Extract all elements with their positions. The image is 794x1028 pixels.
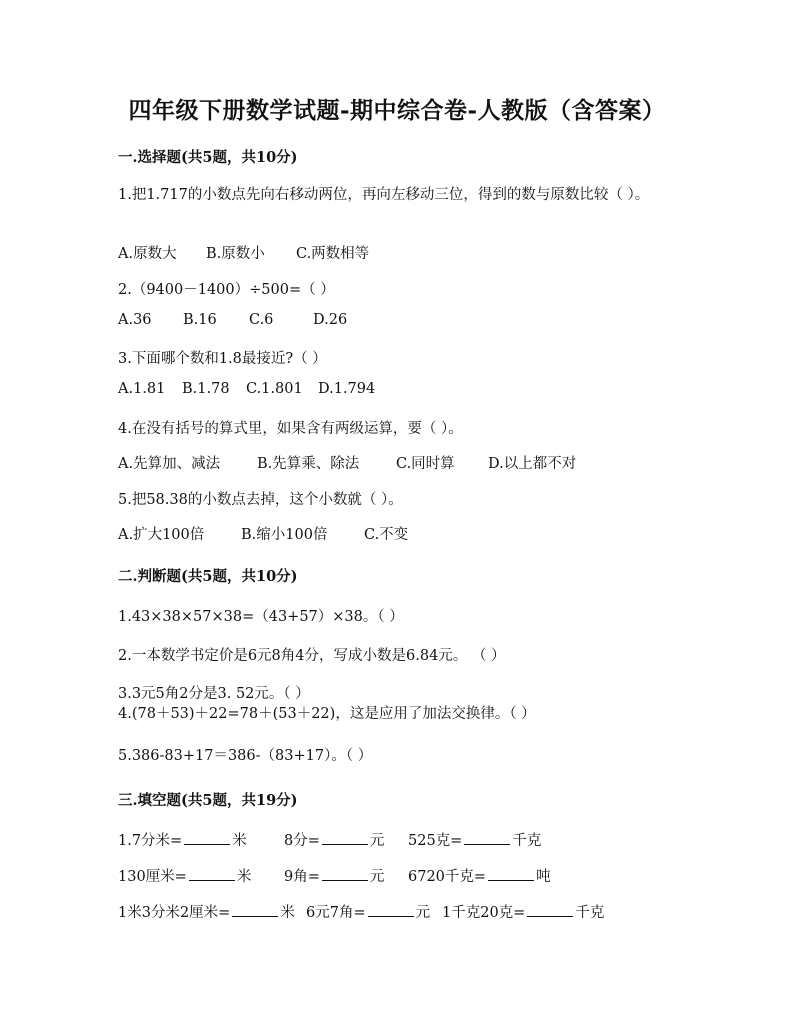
fill-prefix: 6720千克= xyxy=(408,869,487,885)
answer-blank[interactable] xyxy=(488,866,534,881)
choice-question-1 xyxy=(118,184,658,206)
option-d: D.26 xyxy=(313,312,348,328)
option-b: B.16 xyxy=(183,312,217,328)
fill-item xyxy=(442,901,604,922)
fill-item xyxy=(408,829,541,850)
option-a: A.扩大100倍 xyxy=(118,527,205,543)
fill-row-1 xyxy=(118,829,541,850)
option-a: A.先算加、减法 xyxy=(118,456,221,472)
fill-item xyxy=(118,901,306,922)
answer-blank[interactable] xyxy=(322,830,368,845)
option-a: A.1.81 xyxy=(118,381,166,397)
fill-suffix: 元 xyxy=(369,833,385,849)
option-d: D.1.794 xyxy=(318,381,376,397)
choice-options-1 xyxy=(118,242,369,263)
judge-question-5: 5.386-83+17＝386-（83+17）。（ ） xyxy=(118,748,373,764)
section-heading-judge: 二.判断题(共5题，共10分) xyxy=(118,568,298,585)
fill-prefix: 1.7分米= xyxy=(118,833,183,849)
option-c: C.不变 xyxy=(364,527,409,543)
answer-blank[interactable] xyxy=(464,830,510,845)
fill-prefix: 130厘米= xyxy=(118,869,187,885)
fill-suffix: 米 xyxy=(236,869,252,885)
fill-prefix: 8分= xyxy=(284,833,320,849)
option-b: B.1.78 xyxy=(182,381,230,397)
choice-options-4 xyxy=(118,452,576,473)
answer-blank[interactable] xyxy=(184,830,230,845)
section-heading-choice: 一.选择题(共5题，共10分) xyxy=(118,149,298,166)
fill-suffix: 吨 xyxy=(536,869,551,885)
option-b: B.原数小 xyxy=(206,246,265,262)
choice-question-3: 3.下面哪个数和1.8最接近?（ ） xyxy=(118,351,327,367)
answer-blank[interactable] xyxy=(527,902,573,917)
fill-row-3 xyxy=(118,901,604,922)
answer-blank[interactable] xyxy=(322,866,368,881)
choice-question-2: 2.（9400－1400）÷500=（ ） xyxy=(118,282,335,298)
fill-item xyxy=(306,901,442,922)
fill-item xyxy=(408,865,551,886)
option-b: B.缩小100倍 xyxy=(241,527,328,543)
judge-question-1: 1.43×38×57×38=（43+57）×38。（ ） xyxy=(118,609,404,625)
question-text: 1.把1.717的小数点先向右移动两位，再向左移动三位，得到的数与原数比较（ ）。 xyxy=(118,187,650,203)
choice-options-2 xyxy=(118,312,347,328)
fill-prefix: 525克= xyxy=(408,833,463,849)
option-c: C.同时算 xyxy=(396,456,455,472)
fill-suffix: 千克 xyxy=(512,833,542,849)
fill-suffix: 米 xyxy=(280,905,295,921)
fill-suffix: 元 xyxy=(415,905,431,921)
choice-options-3 xyxy=(118,381,375,397)
fill-suffix: 千克 xyxy=(575,905,605,921)
option-d: D.以上都不对 xyxy=(488,456,577,472)
judge-question-4: 4.(78＋53)＋22=78＋(53＋22)，这是应用了加法交换律。（ ） xyxy=(118,706,536,722)
answer-blank[interactable] xyxy=(368,902,414,917)
fill-suffix: 元 xyxy=(369,869,385,885)
fill-item xyxy=(284,865,408,886)
fill-prefix: 1米3分米2厘米= xyxy=(118,905,231,921)
judge-question-3: 3.3元5角2分是3. 52元。（ ） xyxy=(118,686,310,702)
page-title: 四年级下册数学试题-期中综合卷-人教版（含答案） xyxy=(128,97,666,124)
option-a: A.原数大 xyxy=(118,246,177,262)
choice-question-4: 4.在没有括号的算式里，如果含有两级运算，要（ ）。 xyxy=(118,421,463,437)
choice-question-5: 5.把58.38的小数点去掉，这个小数就（ ）。 xyxy=(118,492,403,508)
option-c: C.1.801 xyxy=(246,381,303,397)
fill-row-2 xyxy=(118,865,551,886)
option-a: A.36 xyxy=(118,312,152,328)
fill-item xyxy=(118,829,284,850)
option-b: B.先算乘、除法 xyxy=(257,456,360,472)
option-c: C.两数相等 xyxy=(296,246,370,262)
fill-prefix: 9角= xyxy=(284,869,320,885)
fill-item xyxy=(284,829,408,850)
answer-blank[interactable] xyxy=(232,902,278,917)
section-heading-fill: 三.填空题(共5题，共19分) xyxy=(118,792,298,809)
fill-prefix: 6元7角= xyxy=(306,905,366,921)
fill-item xyxy=(118,865,284,886)
fill-suffix: 米 xyxy=(232,833,247,849)
option-c: C.6 xyxy=(249,312,274,328)
fill-prefix: 1千克20克= xyxy=(442,905,526,921)
choice-options-5 xyxy=(118,523,408,544)
judge-question-2: 2.一本数学书定价是6元8角4分，写成小数是6.84元。 （ ） xyxy=(118,648,506,664)
answer-blank[interactable] xyxy=(189,866,235,881)
